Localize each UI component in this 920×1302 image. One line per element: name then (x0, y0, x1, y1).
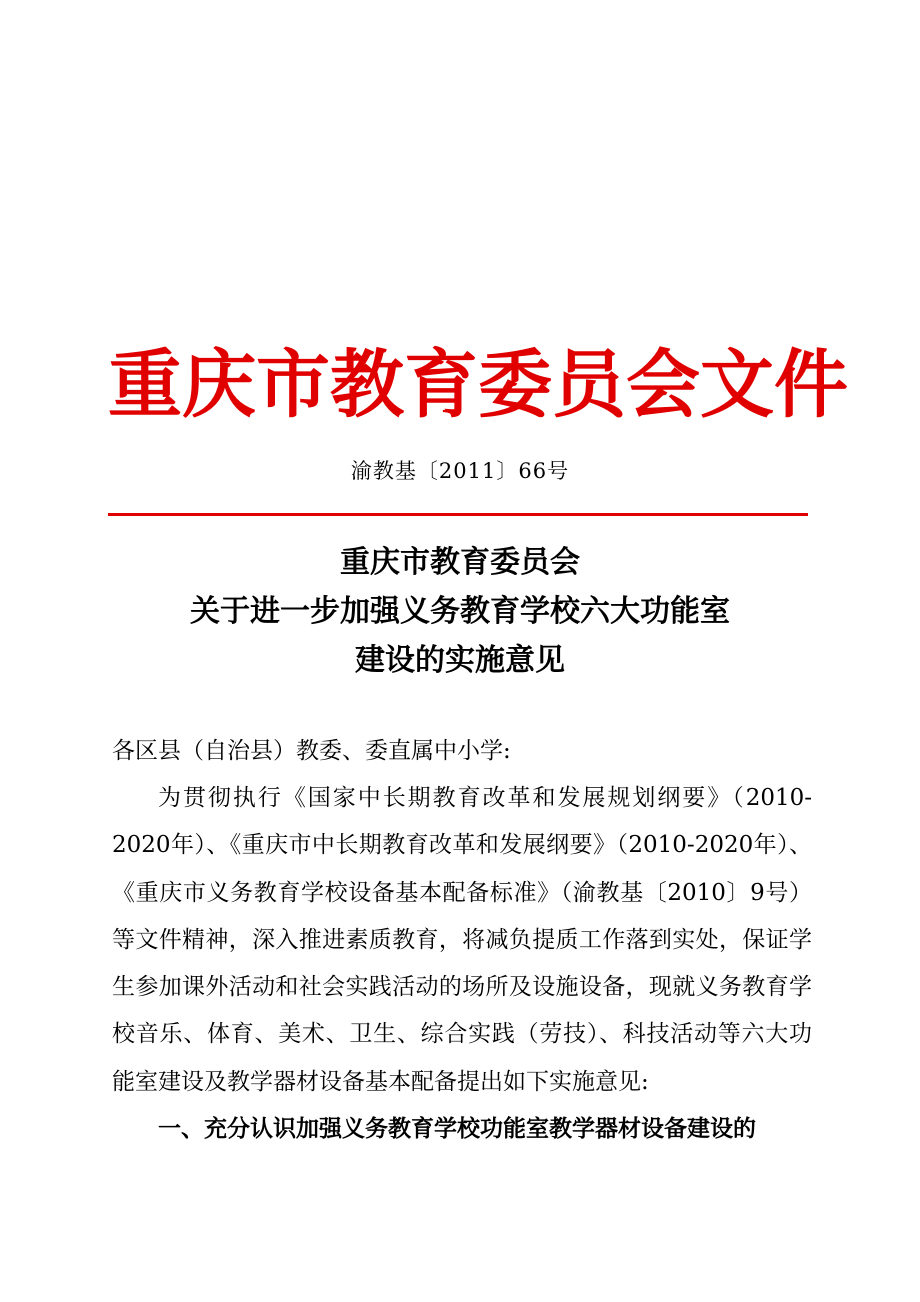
document-body (112, 728, 812, 1153)
body-paragraph-1: 为贯彻执行《国家中长期教育改革和发展规划纲要》（2010-2020年）、《重庆市中长期教育改革和发展纲要》（2010-2020年）、《重庆市义务教育学校设备基本配备标准》（渝教基〔2010〕9号）等文件精神，深入推进素质教育，将减负提质工作落到实处，保证学生参加课外活动和社会实践活动的场所及设施设备，现就义务教育学校音乐、体育、美术、卫生、综合实践（劳技）、科技活动等六大功能室建设及教学器材设备基本配备提出如下实施意见: (112, 785, 812, 1095)
subject-line-3: 建设的实施意见 (355, 643, 565, 678)
salutation: 各区县（自治县）教委、委直属中小学: (112, 738, 511, 764)
issuer-header-title: 重庆市教育委员会文件 (108, 342, 848, 428)
section-1-heading: 一、充分认识加强义务教育学校功能室教学器材设备建设的 (158, 1116, 756, 1143)
red-divider-line (108, 513, 808, 516)
document-subject (0, 538, 920, 685)
subject-line-2: 关于进一步加强义务教育学校六大功能室 (190, 594, 730, 629)
subject-line-1: 重庆市教育委员会 (340, 545, 580, 580)
document-number: 渝教基〔2011〕66号 (350, 459, 570, 483)
